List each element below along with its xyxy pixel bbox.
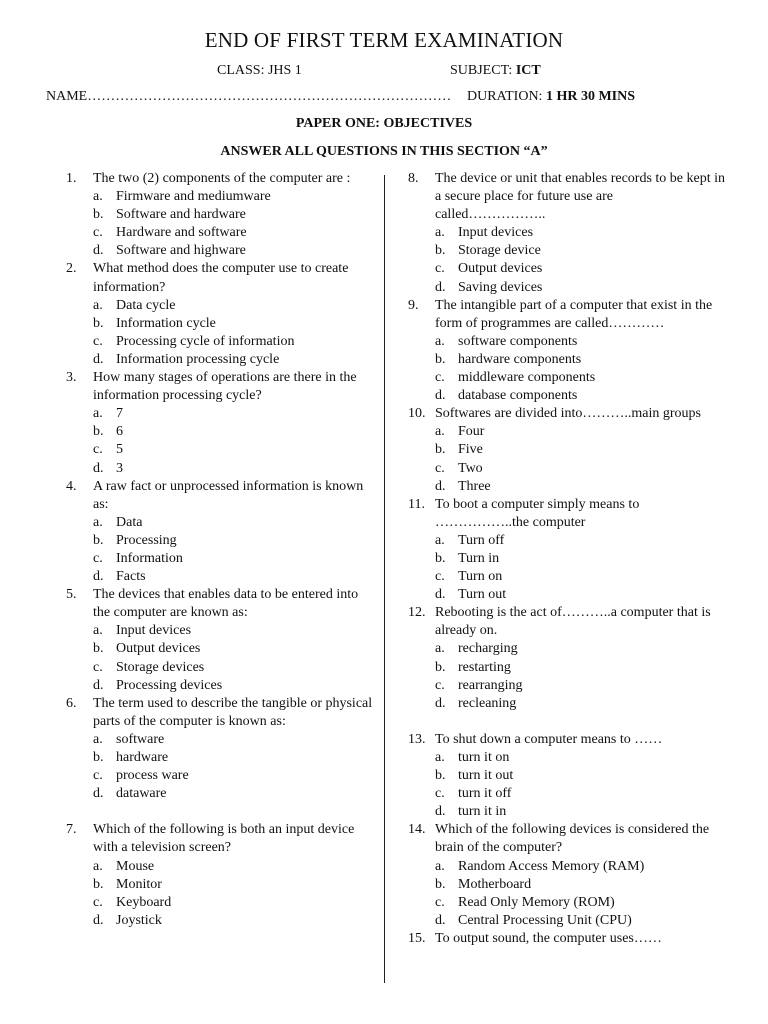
- option-letter: a.: [435, 424, 445, 440]
- question-13: [408, 731, 726, 749]
- option-3-c: [66, 441, 378, 459]
- option-text: Central Processing Unit (CPU): [458, 912, 632, 928]
- question-number: 12.: [408, 605, 426, 621]
- option-13-a: [408, 749, 726, 767]
- option-letter: c.: [435, 677, 445, 693]
- option-10-b: [408, 441, 726, 459]
- option-14-c: [408, 894, 726, 912]
- question-2: [66, 260, 378, 296]
- question-11: [408, 496, 726, 532]
- option-letter: c.: [93, 442, 103, 458]
- blank-line: [66, 803, 378, 821]
- option-letter: c.: [93, 894, 103, 910]
- option-text: Joystick: [116, 912, 162, 928]
- option-2-d: [66, 351, 378, 369]
- option-text: Information processing cycle: [116, 351, 280, 367]
- option-text: Two: [458, 460, 483, 476]
- option-4-b: [66, 532, 378, 550]
- option-letter: b.: [93, 532, 104, 548]
- name-line: NAME……………………………………………………………………: [46, 89, 452, 104]
- option-letter: a.: [93, 189, 103, 205]
- option-10-d: [408, 478, 726, 496]
- option-5-b: [66, 640, 378, 658]
- question-9: [408, 297, 726, 333]
- section-instruction: ANSWER ALL QUESTIONS IN THIS SECTION “A”: [220, 144, 548, 159]
- option-text: Hardware and software: [116, 225, 247, 241]
- option-text: turn it on: [458, 750, 510, 765]
- question-6: [66, 695, 378, 731]
- option-text: Five: [458, 442, 483, 458]
- option-6-d: [66, 785, 378, 803]
- option-text: turn it in: [458, 804, 507, 820]
- option-letter: d.: [93, 351, 104, 367]
- option-letter: c.: [435, 261, 445, 277]
- option-3-b: [66, 423, 378, 441]
- question-number: 2.: [66, 261, 77, 277]
- option-letter: c.: [435, 786, 445, 802]
- option-letter: b.: [93, 315, 104, 331]
- option-text: Turn out: [458, 587, 507, 603]
- option-letter: a.: [93, 623, 103, 639]
- option-letter: c.: [93, 550, 103, 566]
- option-8-a: [408, 224, 726, 242]
- question-number: 14.: [408, 822, 426, 838]
- option-text: Software and highware: [116, 243, 246, 259]
- option-1-c: [66, 224, 378, 242]
- option-5-c: [66, 659, 378, 677]
- option-letter: a.: [93, 406, 103, 422]
- option-9-a: [408, 333, 726, 351]
- option-text: Read Only Memory (ROM): [458, 894, 615, 910]
- question-text: Softwares are divided into………..main groups: [435, 406, 701, 422]
- option-text: Turn off: [458, 532, 505, 548]
- option-letter: c.: [435, 894, 445, 910]
- option-letter: a.: [435, 641, 445, 657]
- option-letter: d.: [435, 388, 446, 404]
- question-number: 4.: [66, 478, 77, 494]
- option-text: Processing devices: [116, 677, 223, 693]
- option-1-b: [66, 206, 378, 224]
- option-text: 7: [116, 406, 123, 422]
- option-6-a: [66, 731, 378, 749]
- option-text: Keyboard: [116, 894, 172, 910]
- option-letter: b.: [93, 641, 104, 657]
- option-text: middleware components: [458, 370, 596, 386]
- option-letter: d.: [93, 912, 104, 928]
- option-9-d: [408, 387, 726, 405]
- option-text: Firmware and mediumware: [116, 189, 271, 205]
- option-11-d: [408, 586, 726, 604]
- option-text: 3: [116, 460, 123, 476]
- option-text: hardware components: [458, 351, 582, 367]
- option-1-d: [66, 242, 378, 260]
- question-number: 6.: [66, 695, 77, 711]
- option-2-a: [66, 297, 378, 315]
- option-letter: a.: [93, 731, 103, 747]
- question-text: Which of the following is both an input device with a television screen?: [93, 822, 355, 856]
- option-letter: a.: [93, 297, 103, 313]
- option-text: recleaning: [458, 695, 517, 711]
- option-text: Monitor: [116, 876, 162, 892]
- option-letter: b.: [435, 351, 446, 367]
- option-letter: b.: [435, 876, 446, 892]
- option-text: Three: [458, 478, 491, 494]
- option-11-c: [408, 568, 726, 586]
- option-text: Storage device: [458, 243, 541, 259]
- option-text: turn it out: [458, 768, 514, 784]
- question-text: The devices that enables data to be entered into the computer are known as:: [93, 587, 359, 621]
- question-5: [66, 586, 378, 622]
- option-text: software: [116, 731, 165, 747]
- option-14-b: [408, 876, 726, 894]
- subject-line: [450, 63, 541, 79]
- question-number: 15.: [408, 930, 426, 946]
- right-column: [408, 170, 726, 948]
- duration-label: DURATION:: [467, 89, 546, 104]
- option-letter: d.: [435, 478, 446, 494]
- option-text: Turn in: [458, 550, 500, 566]
- question-text: A raw fact or unprocessed information is known as:: [93, 478, 364, 512]
- question-number: 1.: [66, 171, 77, 186]
- option-letter: a.: [93, 858, 103, 874]
- option-letter: c.: [93, 768, 103, 784]
- option-6-b: [66, 749, 378, 767]
- option-text: turn it off: [458, 786, 512, 802]
- option-text: Processing cycle of information: [116, 333, 295, 349]
- question-12: [408, 604, 726, 640]
- option-14-d: [408, 912, 726, 930]
- option-text: Input devices: [458, 225, 534, 241]
- question-8: [408, 170, 726, 224]
- option-letter: c.: [435, 370, 445, 386]
- option-text: Facts: [116, 569, 146, 585]
- option-letter: c.: [93, 333, 103, 349]
- question-15: [408, 930, 726, 948]
- question-14: [408, 821, 726, 857]
- duration-line: [467, 89, 635, 105]
- option-6-c: [66, 767, 378, 785]
- option-letter: b.: [435, 550, 446, 566]
- question-7: [66, 821, 378, 857]
- question-number: 3.: [66, 370, 77, 386]
- option-5-a: [66, 622, 378, 640]
- option-text: Data: [116, 514, 143, 530]
- option-3-d: [66, 460, 378, 478]
- question-text: To output sound, the computer uses……: [435, 930, 662, 946]
- option-2-c: [66, 333, 378, 351]
- question-text: To shut down a computer means to ……: [435, 731, 663, 747]
- option-letter: a.: [93, 514, 103, 530]
- option-2-b: [66, 315, 378, 333]
- option-letter: d.: [93, 569, 104, 585]
- option-14-a: [408, 858, 726, 876]
- question-text: The term used to describe the tangible or physical parts of the computer is known as:: [93, 695, 373, 729]
- option-letter: d.: [93, 243, 104, 259]
- option-1-a: [66, 188, 378, 206]
- blank-line: [408, 713, 726, 731]
- option-text: Output devices: [458, 261, 543, 277]
- option-11-b: [408, 550, 726, 568]
- option-text: Data cycle: [116, 297, 176, 313]
- question-10: [408, 405, 726, 423]
- question-number: 13.: [408, 731, 426, 747]
- column-divider: [384, 175, 385, 983]
- option-10-a: [408, 423, 726, 441]
- option-letter: b.: [435, 442, 446, 458]
- option-text: rearranging: [458, 677, 523, 693]
- option-text: Four: [458, 424, 485, 440]
- option-text: software components: [458, 333, 578, 349]
- option-letter: b.: [93, 207, 104, 223]
- question-text: Rebooting is the act of………..a computer that is already on.: [435, 605, 711, 639]
- option-text: Storage devices: [116, 659, 205, 675]
- subject-value: ICT: [515, 63, 541, 78]
- option-letter: b.: [435, 768, 446, 784]
- option-letter: c.: [435, 460, 445, 476]
- question-text: Which of the following devices is considered the brain of the computer?: [435, 822, 710, 856]
- question-number: 7.: [66, 822, 77, 838]
- option-4-d: [66, 568, 378, 586]
- option-text: Motherboard: [458, 876, 532, 892]
- question-text: The device or unit that enables records to be kept in a secure place for future use are called……………..: [435, 171, 726, 223]
- option-10-c: [408, 460, 726, 478]
- option-letter: a.: [435, 333, 445, 349]
- option-letter: a.: [435, 858, 445, 874]
- option-3-a: [66, 405, 378, 423]
- option-text: Mouse: [116, 858, 155, 874]
- option-7-a: [66, 858, 378, 876]
- option-7-d: [66, 912, 378, 930]
- option-text: Information cycle: [116, 315, 216, 331]
- question-text: The two (2) components of the computer are :: [93, 171, 351, 186]
- option-letter: d.: [93, 677, 104, 693]
- question-text: To boot a computer simply means to ……………..the computer: [435, 496, 640, 530]
- option-text: Turn on: [458, 569, 503, 585]
- option-text: hardware: [116, 750, 169, 765]
- option-letter: d.: [435, 695, 446, 711]
- question-text: What method does the computer use to create information?: [93, 261, 349, 295]
- option-5-d: [66, 677, 378, 695]
- left-column: [66, 170, 378, 930]
- option-text: dataware: [116, 786, 167, 802]
- duration-value: 1 HR 30 MINS: [545, 89, 636, 104]
- option-text: Saving devices: [458, 279, 543, 295]
- option-text: 6: [116, 424, 123, 440]
- option-text: Information: [116, 550, 183, 566]
- option-letter: b.: [93, 876, 104, 892]
- option-13-d: [408, 803, 726, 821]
- option-text: Processing: [116, 532, 177, 548]
- option-letter: b.: [435, 243, 446, 259]
- option-letter: b.: [93, 750, 104, 765]
- question-text: How many stages of operations are there in the information processing cycle?: [93, 370, 357, 404]
- option-letter: d.: [435, 279, 446, 295]
- option-12-a: [408, 640, 726, 658]
- question-number: 9.: [408, 297, 419, 313]
- option-letter: a.: [435, 750, 445, 765]
- option-text: recharging: [458, 641, 518, 657]
- question-3: [66, 369, 378, 405]
- option-12-b: [408, 659, 726, 677]
- option-letter: c.: [93, 225, 103, 241]
- option-letter: c.: [435, 569, 445, 585]
- option-text: Input devices: [116, 623, 192, 639]
- option-letter: d.: [93, 460, 104, 476]
- question-number: 10.: [408, 406, 426, 422]
- question-number: 11.: [408, 496, 425, 512]
- option-letter: d.: [93, 786, 104, 802]
- option-7-b: [66, 876, 378, 894]
- option-12-c: [408, 677, 726, 695]
- option-4-a: [66, 514, 378, 532]
- option-letter: d.: [435, 912, 446, 928]
- option-text: Software and hardware: [116, 207, 246, 223]
- option-8-c: [408, 260, 726, 278]
- question-1: [66, 170, 378, 188]
- option-4-c: [66, 550, 378, 568]
- exam-title: END OF FIRST TERM EXAMINATION: [204, 28, 564, 52]
- question-text: The intangible part of a computer that exist in the form of programmes are called…………: [435, 297, 713, 331]
- option-13-b: [408, 767, 726, 785]
- option-text: Random Access Memory (RAM): [458, 858, 645, 874]
- option-7-c: [66, 894, 378, 912]
- option-letter: c.: [93, 659, 103, 675]
- option-9-c: [408, 369, 726, 387]
- option-letter: b.: [93, 424, 104, 440]
- option-letter: d.: [435, 587, 446, 603]
- option-8-b: [408, 242, 726, 260]
- paper-title: PAPER ONE: OBJECTIVES: [295, 116, 473, 131]
- option-letter: a.: [435, 532, 445, 548]
- option-text: Output devices: [116, 641, 201, 657]
- question-number: 5.: [66, 587, 77, 603]
- option-letter: b.: [435, 659, 446, 675]
- subject-label: SUBJECT:: [450, 63, 516, 78]
- option-text: 5: [116, 442, 123, 458]
- option-8-d: [408, 279, 726, 297]
- option-13-c: [408, 785, 726, 803]
- option-11-a: [408, 532, 726, 550]
- option-12-d: [408, 695, 726, 713]
- option-text: process ware: [116, 768, 189, 784]
- option-text: database components: [458, 388, 578, 404]
- question-4: [66, 478, 378, 514]
- question-number: 8.: [408, 171, 419, 186]
- option-9-b: [408, 351, 726, 369]
- class-label: CLASS: JHS 1: [217, 63, 302, 78]
- option-letter: a.: [435, 225, 445, 241]
- option-letter: d.: [435, 804, 446, 820]
- option-text: restarting: [458, 659, 511, 675]
